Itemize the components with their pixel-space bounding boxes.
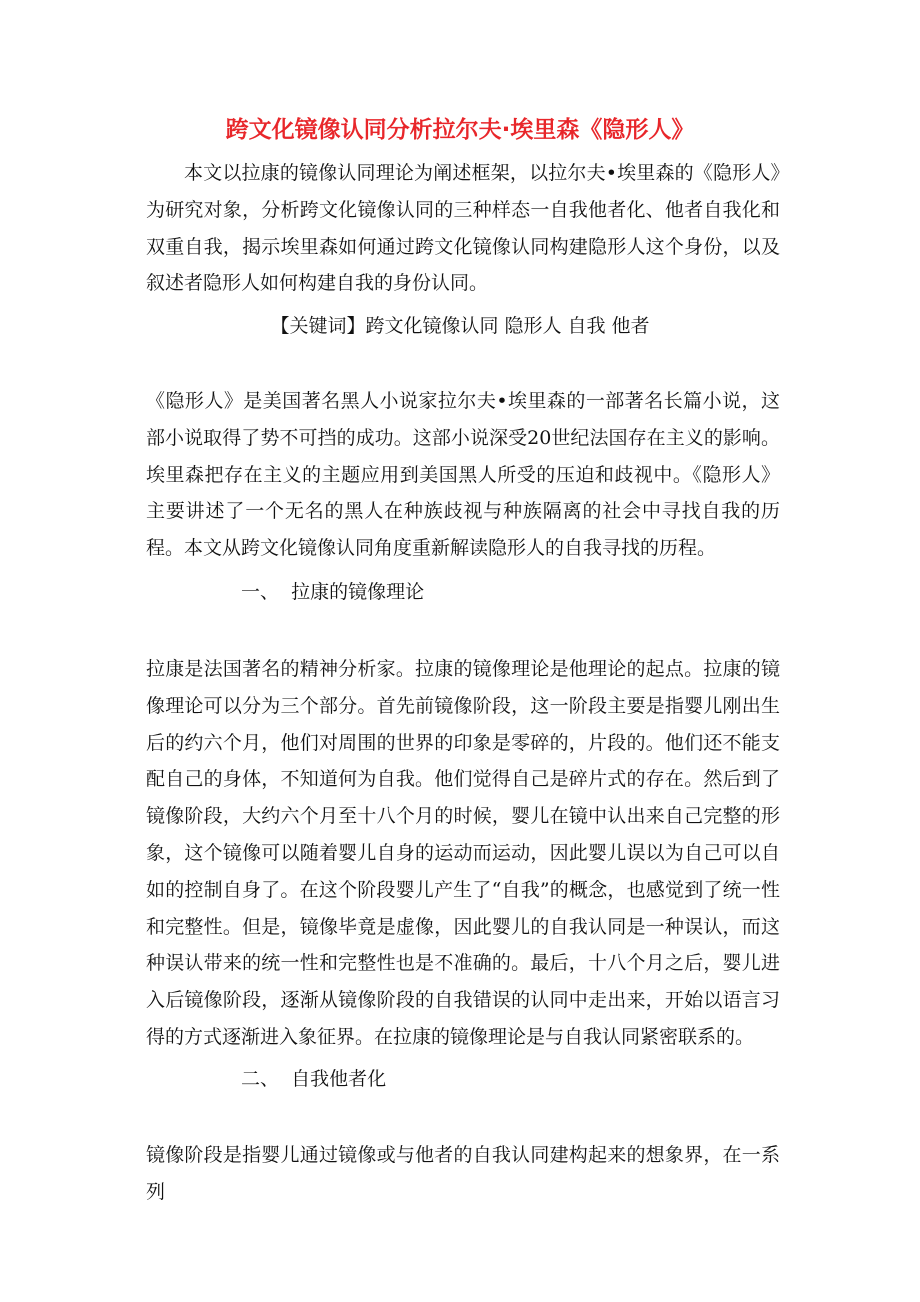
section-heading-self-othering: 二、 自我他者化 (241, 1068, 387, 1090)
section-heading-lacan: 一、 拉康的镜像理论 (241, 581, 425, 603)
abstract-paragraph: 本文以拉康的镜像认同理论为阐述框架，以拉尔夫•埃里森的《隐形人》为研究对象，分析跨文化镜像认同的三种样态一自我他者化、他者自我化和双重自我，揭示埃里森如何通过跨文化镜像认同构建隐形人这个身份，以及叙述者隐形人如何构建自我的身份认同。 (146, 162, 780, 295)
intro-paragraph: 《隐形人》是美国著名黑人小说家拉尔夫•埃里森的一部著名长篇小说，这部小说取得了势不可挡的成功。这部小说深受20世纪法国存在主义的影响。埃里森把存在主义的主题应用到美国黑人所受的压迫和歧视中。《隐形人》主要讲述了一个无名的黑人在种族歧视与种族隔离的社会中寻找自我的历程。本文从跨文化镜像认同角度重新解读隐形人的自我寻找的历程。 (146, 390, 780, 560)
document-title: 跨文化镜像认同分析拉尔夫·埃里森《隐形人》 (225, 117, 695, 143)
keywords-line: 【关键词】跨文化镜像认同 隐形人 自我 他者 (270, 315, 650, 337)
section-paragraph-self-othering: 镜像阶段是指婴儿通过镜像或与他者的自我认同建构起来的想象界，在一系列 (146, 1144, 780, 1203)
section-paragraph-lacan: 拉康是法国著名的精神分析家。拉康的镜像理论是他理论的起点。拉康的镜像理论可以分为三个部分。首先前镜像阶段，这一阶段主要是指婴儿刚出生后的约六个月，他们对周围的世界的印象是零碎的，片段的。他们还不能支配自己的身体，不知道何为自我。他们觉得自己是碎片式的存在。然后到了镜像阶段，大约六个月至十八个月的时候，婴儿在镜中认出来自己完整的形象，这个镜像可以随着婴儿自身的运动而运动，因此婴儿误以为自己可以自如的控制自身了。在这个阶段婴儿产生了“自我”的概念，也感觉到了统一性和完整性。但是，镜像毕竟是虚像，因此婴儿的自我认同是一种误认，而这种误认带来的统一性和完整性也是不准确的。最后，十八个月之后，婴儿进入后镜像阶段，逐渐从镜像阶段的自我错误的认同中走出来，开始以语言习得的方式逐渐进入象征界。在拉康的镜像理论是与自我认同紧密联系的。 (146, 658, 780, 1048)
